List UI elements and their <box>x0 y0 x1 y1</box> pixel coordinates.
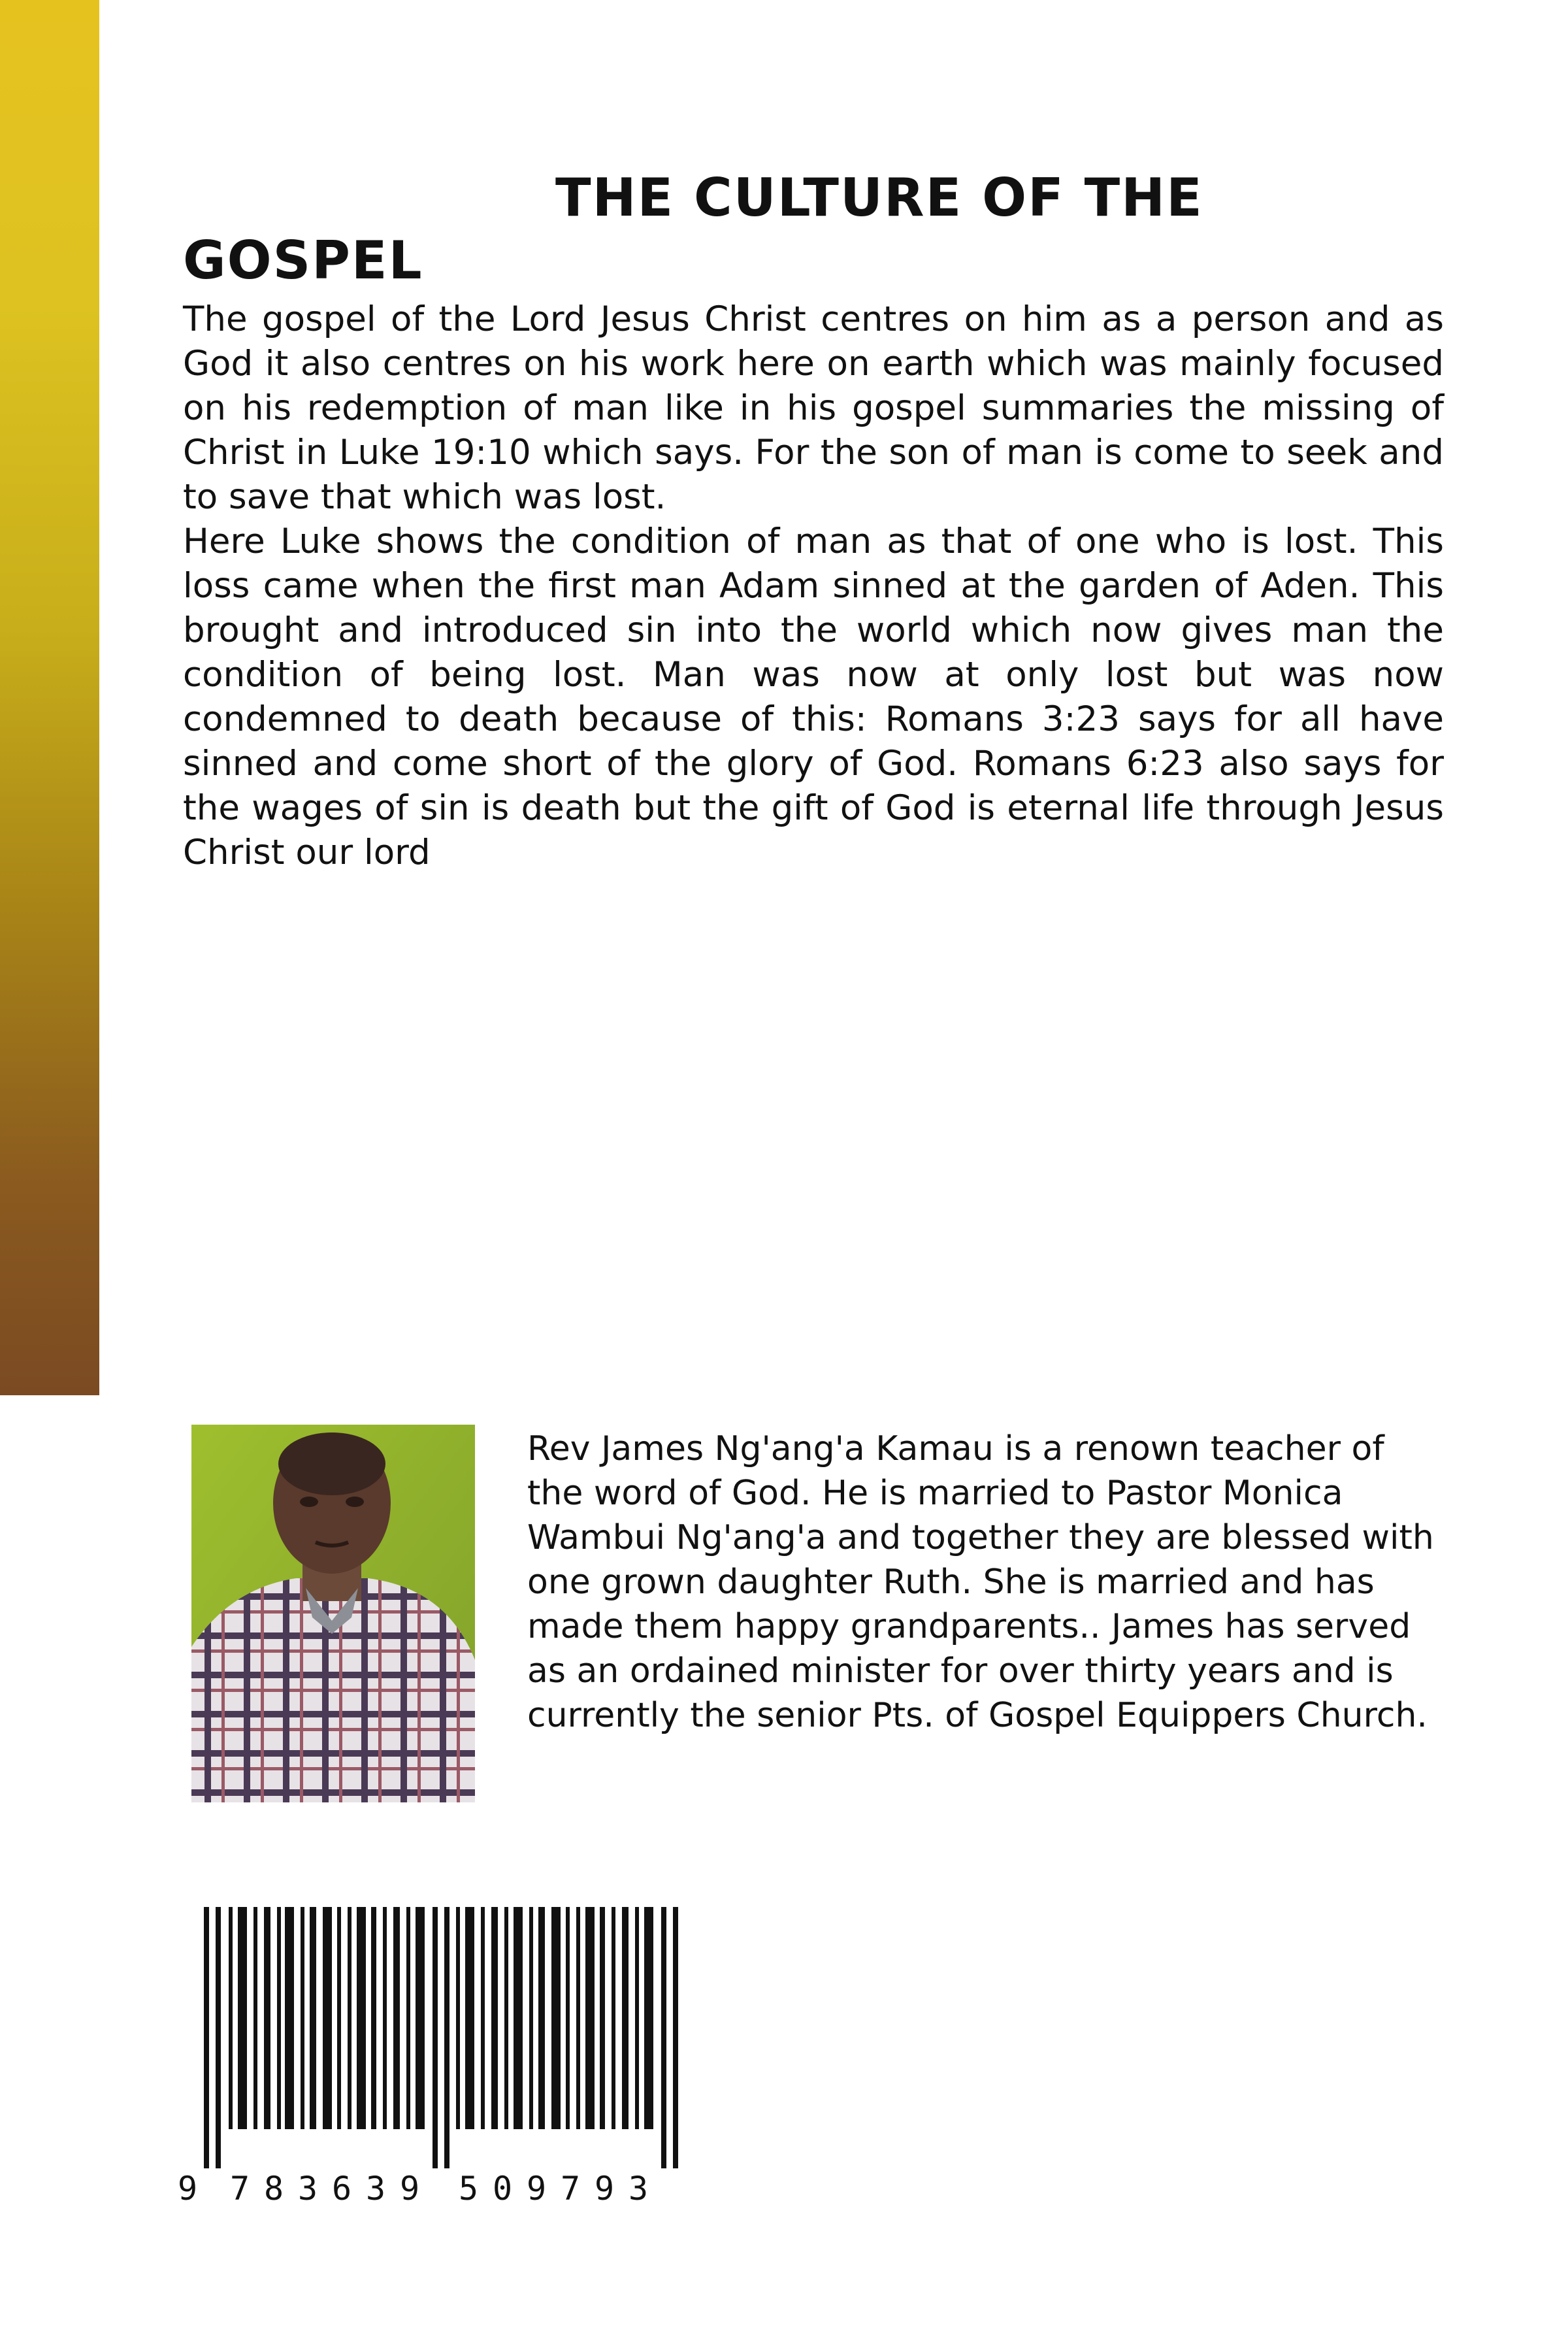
description-paragraph-2: Here Luke shows the condition of man as that of one who is lost. This loss came when the first man Adam sinned at the garden of Aden. This brought and introduced sin into the world which now gives man the condition of being lost. Man was now at only lost but was now condemned to death because of this: Romans 3:23 says for all have sinned and come short of the glory of God. Romans 6:23 also says for the wages of sin is death but the gift of God is eternal life through Jesus Christ our lord <box>183 522 1444 872</box>
description-paragraph-1: The gospel of the Lord Jesus Christ centres on him as a person and as God it also centres on his work here on earth which was mainly focused on his redemption of man like in his gospel summaries the missing of Christ in Luke 19:10 which says. For the son of man is come to seek and to save that which was lost. <box>183 299 1444 517</box>
author-bio: Rev James Ng'ang'a Kamau is a renown teacher of the word of God. He is married to Pastor Monica Wambui Ng'ang'a and together they are blessed with one grown daughter Ruth. She is married and has made them happy grandparents.. James has served as an ordained minister for over thirty years and is currently the senior Pts. of Gospel Equippers Church. <box>527 1429 1434 1735</box>
book-title <box>183 167 1450 292</box>
isbn-digit: 9 <box>400 2170 420 2208</box>
isbn-barcode <box>178 1907 727 2208</box>
isbn-digit: 9 <box>527 2170 547 2208</box>
title-line-1: THE CULTURE OF THE <box>555 167 1203 228</box>
isbn-digit: 3 <box>298 2170 318 2208</box>
isbn-digit: 3 <box>629 2170 649 2208</box>
author-portrait-image <box>191 1425 475 1802</box>
book-description <box>183 297 1444 875</box>
isbn-digit: 6 <box>332 2170 352 2208</box>
isbn-digit: 3 <box>366 2170 386 2208</box>
isbn-digit: 9 <box>595 2170 615 2208</box>
barcode-bars <box>178 1907 727 2168</box>
isbn-digit: 5 <box>459 2170 479 2208</box>
isbn-digits <box>178 2166 727 2211</box>
isbn-digit: 0 <box>493 2170 513 2208</box>
isbn-digit: 7 <box>230 2170 250 2208</box>
isbn-digit: 8 <box>264 2170 284 2208</box>
isbn-digit: 7 <box>561 2170 581 2208</box>
isbn-digit: 9 <box>178 2170 198 2208</box>
title-line-2: GOSPEL <box>183 230 423 291</box>
decorative-color-band <box>0 0 99 1395</box>
author-photo <box>191 1425 475 1802</box>
